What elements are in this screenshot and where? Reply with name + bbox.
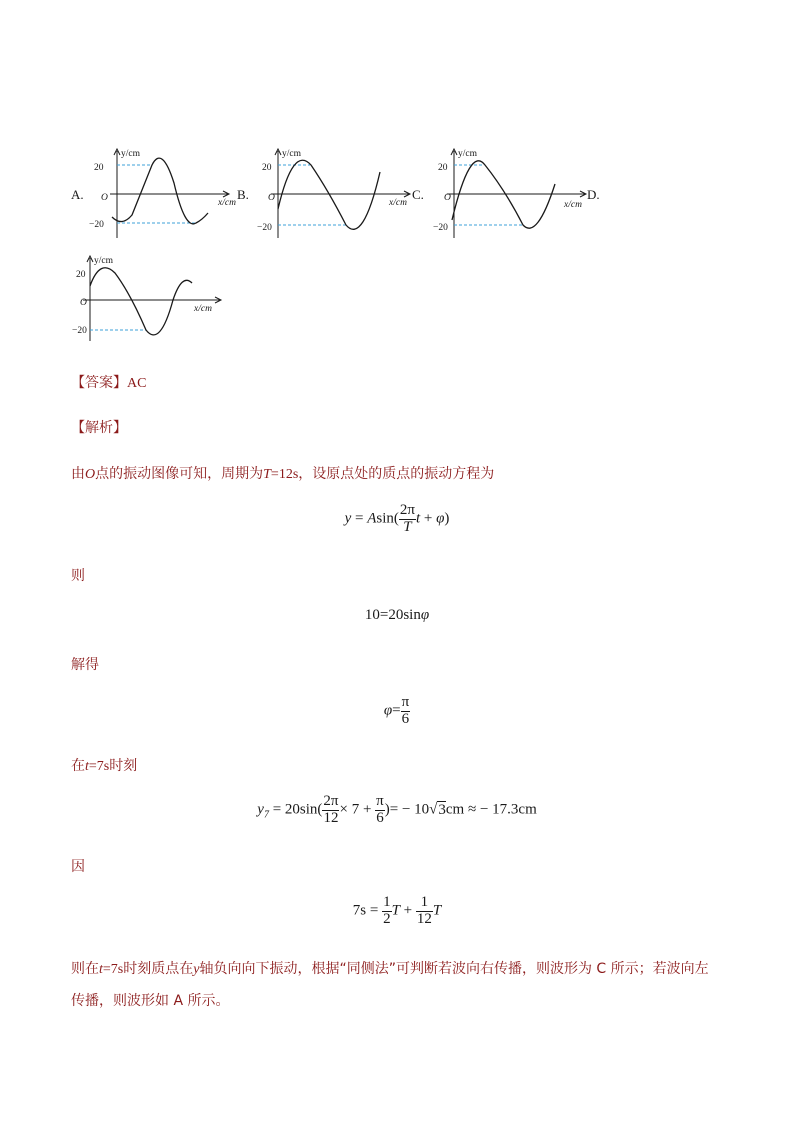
wave-graph-c <box>425 145 590 240</box>
equation-period-split: 7s = $\frac{1}{2}$ T + $\frac{1}{12}$ T <box>352 894 442 927</box>
t7-line: 在t=7s时刻 <box>71 758 138 774</box>
equation-phi-value: φ= $\frac{\pi}{6}$ <box>383 694 410 727</box>
svg-text:O: O <box>268 193 275 203</box>
svg-text:x/cm: x/cm <box>218 198 236 208</box>
option-b-label: B. <box>237 187 249 202</box>
option-a-label: A. <box>71 187 84 202</box>
svg-text:20: 20 <box>94 163 104 173</box>
answer-tag: 【答案】 <box>71 375 127 391</box>
analysis-tag: 【解析】 <box>71 420 127 436</box>
svg-text:y/cm: y/cm <box>282 149 301 159</box>
svg-text:−20: −20 <box>433 223 448 233</box>
svg-text:−20: −20 <box>257 223 272 233</box>
svg-text:20: 20 <box>438 163 448 173</box>
svg-text:x/cm: x/cm <box>564 200 582 210</box>
svg-text:−20: −20 <box>72 326 87 336</box>
svg-text:x/cm: x/cm <box>389 198 407 208</box>
svg-text:y/cm: y/cm <box>121 149 140 159</box>
option-d-label: D. <box>587 187 600 202</box>
svg-text:−20: −20 <box>89 220 104 230</box>
then-label: 则 <box>71 568 85 584</box>
answer-value: AC <box>127 376 147 391</box>
conclusion-line-2: 传播，则波形如 A 所示。 <box>71 993 230 1009</box>
svg-text:O: O <box>101 193 108 203</box>
answer-line <box>71 372 146 392</box>
wave-graph-b <box>253 145 413 240</box>
equation-phi-sin: 10=20sinφ <box>364 607 430 623</box>
analysis-line-1: 由O点的振动图像可知，周期为T=12s，设原点处的质点的振动方程为 <box>71 466 495 482</box>
wave-graph-a <box>82 145 236 240</box>
svg-text:y/cm: y/cm <box>94 256 113 266</box>
svg-text:O: O <box>444 193 451 203</box>
conclusion-line-1: 则在t=7s时刻质点在y轴负向向下振动，根据“同侧法”可判断若波向右传播，则波形为 C 所示；若波向左 <box>71 961 709 977</box>
svg-text:x/cm: x/cm <box>194 304 212 314</box>
svg-text:y/cm: y/cm <box>458 149 477 159</box>
equation-y7: $y_7 = 20\sin$( $\frac{2\pi}{12}$ × 7 + $\frac{\pi}{6}$ )= − 10√3cm ≈ − 17.3cm <box>257 793 537 826</box>
solve-label: 解得 <box>71 657 99 673</box>
svg-text:20: 20 <box>262 163 272 173</box>
because-label: 因 <box>71 859 85 875</box>
svg-text:20: 20 <box>76 270 86 280</box>
option-c-label: C. <box>412 187 424 202</box>
equation-vibration: y = Asin( $\frac{2\pi}{T}$ t + φ) <box>344 502 450 535</box>
wave-graph-d <box>70 253 230 343</box>
svg-text:O: O <box>80 298 87 308</box>
